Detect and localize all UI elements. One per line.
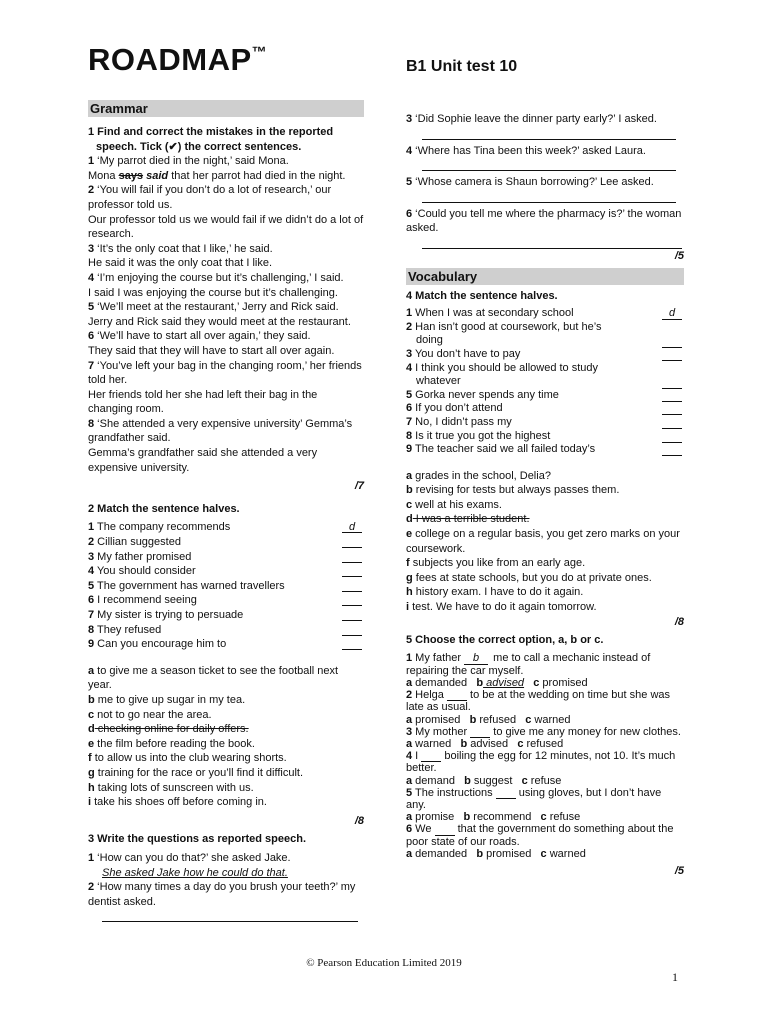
answer-blank[interactable]: d [662,307,682,320]
q5-items [406,652,684,860]
answer-blank[interactable] [662,443,682,456]
q5-item: 6 We that the government do something about the poor state of our roads. a demanded b promised c warned [406,823,674,860]
q2-option: e the film before reading the book. [88,737,255,750]
q4-option: g fees at state schools, but you do at private ones. [406,571,652,584]
q4-item: 6 If you don’t attend [406,402,684,416]
q5-instruction: 5 Choose the correct option, a, b or c. [406,634,604,647]
answer-line[interactable] [422,127,676,140]
answer-blank[interactable] [470,727,490,738]
answer-line[interactable] [422,236,682,249]
q4-items [406,307,684,457]
q1-item: 4 ‘I’m enjoying the course but it’s challenging,’ I said. I said I was enjoying the course but it’s challenging. [88,271,344,299]
answer-line[interactable] [422,190,676,203]
q2-item: 5 The government has warned travellers [88,579,364,594]
q1-instruction: 1 Find and correct the mistakes in the reported speech. Tick (✔) the correct sentences. [88,126,334,153]
answer-blank[interactable] [342,608,362,621]
q3-item: 1 ‘How can you do that?’ she asked Jake. She asked Jake how he could do that. [88,851,364,880]
answer-blank[interactable] [435,825,455,836]
q3-instruction: 3 Write the questions as reported speech. [88,833,307,846]
q3-score: /5 [674,249,684,262]
answer-blank[interactable] [342,593,362,606]
answer-blank[interactable] [496,788,516,799]
q4-item: 1 When I was at secondary school d [406,307,684,321]
q3-item: 3 ‘Did Sophie leave the dinner party early?’ I asked. [406,112,684,140]
q2-item: 7 My sister is trying to persuade [88,608,364,623]
q4-item: 7 No, I didn’t pass my [406,416,684,430]
answer-blank[interactable] [662,416,682,429]
q2-option: f to allow us into the club wearing shorts. [88,752,287,765]
q2-score: /8 [354,814,364,827]
q2-instruction: 2 Match the sentence halves. [88,502,240,515]
page-number: 1 [672,970,678,984]
q3-item: 4 ‘Where has Tina been this week?’ asked Laura. [406,144,684,172]
q5-item: 5 The instructions using gloves, but I don’t have any. a promise b recommend c refuse [406,786,662,824]
q4-score: /8 [674,615,684,628]
q4-item: 4 I think you should be allowed to study whatever [406,362,684,389]
q4-option: h history exam. I have to do it again. [406,586,584,599]
q2-option: i take his shoes off before coming in. [88,796,267,809]
section-header-grammar: Grammar [88,100,364,117]
q2-option: b me to give up sugar in my tea. [88,693,246,706]
q4-item: 9 The teacher said we all failed today’s [406,443,684,457]
q4-option: i test. We have to do it again tomorrow. [406,601,597,614]
q3-item: 6 ‘Could you tell me where the pharmacy is?’ the woman asked. [406,207,684,249]
q4-option: c well at his exams. [406,498,502,511]
answer-blank[interactable] [662,376,682,389]
answer-blank[interactable] [342,579,362,592]
q1-item: 2 ‘You will fail if you don’t do a lot of research,’ our professor told us. Our professor told us we would fail if we didn’t do a lot of research. [88,184,364,241]
answer-blank[interactable] [342,637,362,650]
answer-blank[interactable] [662,335,682,348]
q1-item: 3 ‘It’s the only coat that I like,’ he said. He said it was the only coat that I like. [88,242,273,270]
q4-item: 3 You don’t have to pay [406,348,684,362]
answer-blank[interactable] [342,535,362,548]
q4-options [406,469,684,615]
q1-item: 5 ‘We’ll meet at the restaurant,’ Jerry and Rick said. Jerry and Rick said they would meet at the restaurant. [88,301,351,328]
answer-blank[interactable] [662,348,682,361]
q5-score: /5 [674,865,684,878]
q4-instruction: 4 Match the sentence halves. [406,289,558,302]
q2-option: a to give me a season ticket to see the football next year. [88,664,339,692]
q5-item: 3 My mother to give me any money for new clothes. a warned b advised c refused [406,725,681,751]
q2-item: 6 I recommend seeing [88,593,364,608]
q1-score: /7 [354,480,364,493]
q4-option: a grades in the school, Delia? [406,469,551,482]
q3-item: 2 ‘How many times a day do you brush your teeth?’ my dentist asked. [88,880,364,922]
q3-item: 5 ‘Whose camera is Shaun borrowing?’ Lee asked. [406,175,684,203]
q5-item: 1 My father b me to call a mechanic instead of repairing the car myself. a demanded b advised c promised [406,651,651,690]
answer-blank[interactable] [342,623,362,636]
q2-item: 1 The company recommends d [88,520,364,535]
q2-option: c not to go near the area. [88,708,212,721]
q1-item: 8 ‘She attended a very expensive university’ Gemma’s grandfather said. Gemma’s grandfather said she attended a very expensive university. [88,417,353,474]
q2-option: h taking lots of sunscreen with us. [88,781,254,794]
q2-item: 4 You should consider [88,564,364,579]
answer-line[interactable] [102,909,358,922]
answer-blank[interactable] [447,690,467,701]
q5-item: 2 Helga to be at the wedding on time but she was late as usual. a promised b refused c warned [406,689,671,726]
q4-option: d I was a terrible student. [406,513,530,526]
left-column [88,100,364,922]
q4-option: e college on a regular basis, you get zero marks on your coursework. [406,528,680,555]
q1-item: 1 ‘My parrot died in the night,’ said Mona. Mona says said that her parrot had died in the night. [88,155,346,182]
answer-blank[interactable] [662,402,682,415]
answer-blank[interactable] [662,389,682,402]
q4-option: f subjects you like from an early age. [406,557,586,570]
q4-item: 8 Is it true you got the highest [406,430,684,444]
brand-logo: ROADMAP™ [88,42,268,77]
q2-item: 8 They refused [88,623,364,638]
q2-option: d checking online for daily offers. [88,723,249,736]
q2-option: g training for the race or you’ll find it difficult. [88,766,304,779]
copyright-footer: © Pearson Education Limited 2019 [306,957,462,969]
section-header-vocabulary: Vocabulary [406,268,684,285]
q5-item: 4 I boiling the egg for 12 minutes, not 10. It’s much better. a demand b suggest c refuse [406,750,676,787]
q2-item: 2 Cillian suggested [88,535,364,550]
q4-item: 5 Gorka never spends any time [406,389,684,403]
answer-blank[interactable] [342,550,362,563]
answer-blank[interactable] [662,430,682,443]
answer-blank[interactable]: b [464,652,488,665]
q1-items [88,154,364,475]
answer-blank[interactable] [342,564,362,577]
q2-item: 3 My father promised [88,550,364,565]
answer-blank[interactable]: d [342,520,362,533]
answer-blank[interactable] [421,751,441,762]
q2-item: 9 Can you encourage him to [88,637,364,652]
selected-option: advised [483,677,525,690]
answer-line[interactable] [422,158,676,171]
q1-item: 6 ‘We’ll have to start all over again,’ they said. They said that they will have to start all over again. [88,330,335,357]
unit-title: B1 Unit test 10 [406,58,518,75]
q4-option: b revising for tests but always passes them. [406,484,620,497]
q2-options [88,664,364,810]
right-column [406,100,684,879]
q4-item: 2 Han isn’t good at coursework, but he’s doing [406,321,684,348]
q1-item: 7 ‘You’ve left your bag in the changing room,’ her friends told her. Her friends told her she had left their bag in the changing room. [88,359,362,416]
q2-items [88,520,364,651]
q3-example-answer: She asked Jake how he could do that. [102,866,288,879]
